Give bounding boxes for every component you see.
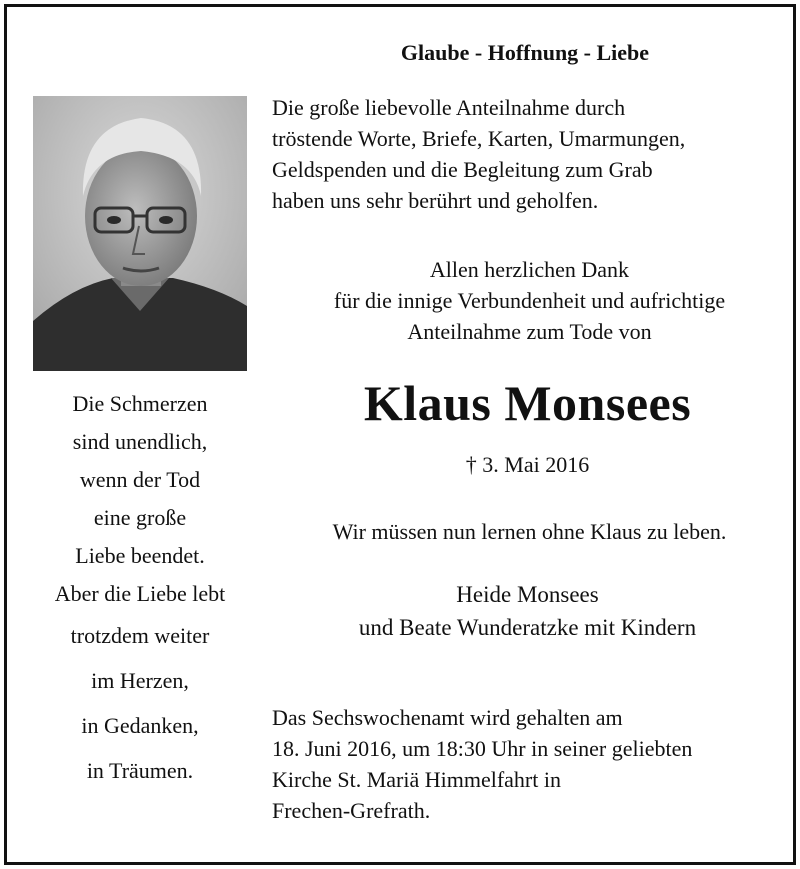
intro-line: tröstende Worte, Briefe, Karten, Umarmungen, <box>272 126 686 151</box>
poem-line: in Gedanken, <box>81 713 199 738</box>
deceased-name: Klaus Monsees <box>363 375 692 431</box>
poem-line: wenn der Tod <box>79 467 201 492</box>
service-line: Frechen-Grefrath. <box>272 798 431 823</box>
closing-line: Wir müssen nun lernen ohne Klaus zu leben. <box>332 519 727 544</box>
poem-line: sind unendlich, <box>72 429 208 454</box>
signatures <box>270 578 785 644</box>
thanks-paragraph <box>272 254 787 347</box>
intro-line: haben uns sehr berührt und geholfen. <box>272 188 599 213</box>
portrait-photo-icon <box>33 96 247 371</box>
motto-heading: Glaube - Hoffnung - Liebe <box>400 40 650 65</box>
service-line: 18. Juni 2016, um 18:30 Uhr in seiner geliebten <box>272 736 693 761</box>
poem-line: Aber die Liebe lebt <box>54 581 226 606</box>
signature-line: Heide Monsees <box>456 582 599 607</box>
intro-line: Die große liebevolle Anteilnahme durch <box>272 95 626 120</box>
death-date: † 3. Mai 2016 <box>465 452 590 477</box>
thanks-line: Anteilnahme zum Tode von <box>407 319 652 344</box>
poem <box>20 385 260 793</box>
poem-line: trotzdem weiter <box>70 623 210 648</box>
poem-line: eine große <box>93 505 187 530</box>
intro-line: Geldspenden und die Begleitung zum Grab <box>272 157 653 182</box>
intro-paragraph <box>272 92 787 216</box>
thanks-line: für die innige Verbundenheit und aufrichtige <box>333 288 726 313</box>
poem-line: im Herzen, <box>91 668 189 693</box>
poem-line: Die Schmerzen <box>72 391 208 416</box>
poem-line: Liebe beendet. <box>75 543 205 568</box>
service-line: Das Sechswochenamt wird gehalten am <box>272 705 623 730</box>
poem-line: in Träumen. <box>86 758 194 783</box>
service-line: Kirche St. Mariä Himmelfahrt in <box>272 767 561 792</box>
portrait-photo <box>33 96 247 371</box>
service-notice <box>272 702 787 826</box>
thanks-line: Allen herzlichen Dank <box>429 257 630 282</box>
signature-line: und Beate Wunderatzke mit Kindern <box>358 615 697 640</box>
